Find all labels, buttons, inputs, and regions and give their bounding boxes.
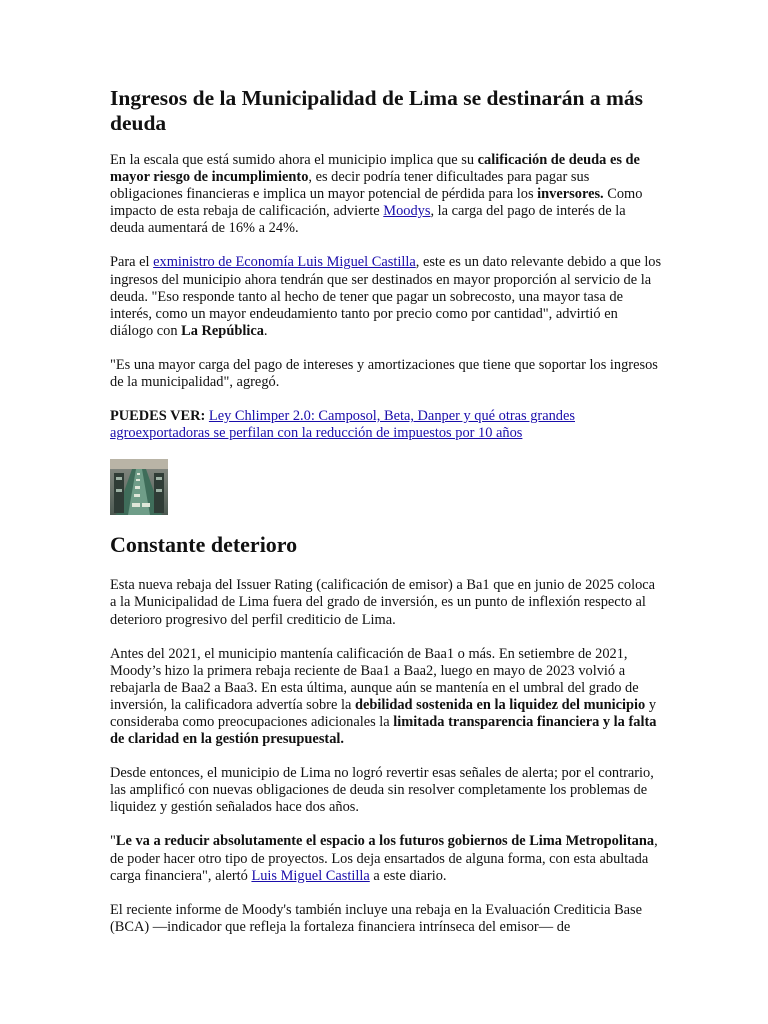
paragraph-6: Desde entonces, el municipio de Lima no logró revertir esas señales de alerta; por el contrario, las amplificó con nuevas obligaciones de deuda sin resolver completamente los problemas de liquidez y gestión señalados hace dos años. (110, 765, 654, 816)
bold-text: Le va a reducir absolutamente el espacio a los futuros gobiernos de Lima Metropolitana (115, 833, 655, 850)
bold-text: debilidad sostenida en la liquidez del municipio (354, 696, 646, 713)
text: , de poder hacer otro tipo de proyectos. Los deja ensartados de alguna forma, con esta abultada carga financiera", alertó (110, 833, 658, 884)
factory-conveyor-photo-icon[interactable] (110, 459, 168, 515)
paragraph-7 (110, 833, 662, 884)
text: " (110, 833, 116, 850)
castilla-link[interactable]: Luis Miguel Castilla (251, 867, 370, 884)
text: Como impacto de esta rebaja de calificación, advierte (110, 186, 643, 220)
text: En la escala que está sumido ahora el municipio implica que su (110, 152, 478, 168)
exministro-link[interactable]: exministro de Economía Luis Miguel Castilla (153, 254, 416, 271)
bold-text: calificación de deuda es de mayor riesgo de incumplimiento (110, 152, 640, 186)
text: , la carga del pago de interés de la deuda aumentará de 16% a 24%. (110, 203, 626, 237)
paragraph-5 (110, 646, 662, 749)
section-heading: Constante deterioro (110, 532, 298, 558)
puedes-ver-label: PUEDES VER: (110, 408, 206, 425)
bold-text: limitada transparencia financiera y la falta de claridad en la gestión presupuestal. (110, 713, 657, 748)
paragraph-3: "Es una mayor carga del pago de intereses y amortizaciones que tiene que soportar los ingresos de la municipalidad", agregó. (110, 356, 658, 391)
moodys-link[interactable]: Moodys (383, 203, 431, 220)
text: Para el (110, 254, 154, 271)
paragraph-4: Esta nueva rebaja del Issuer Rating (calificación de emisor) a Ba1 que en junio de 2025 coloca a la Municipalidad de Lima fuera del grado de inversión, es un punto de inflexión respecto al deterioro progresivo del perfil crediticio de Lima. (110, 577, 656, 628)
text: , este es un dato relevante debido a que los ingresos del municipio ahora tendrán que ser destinados en mayor proporción al servicio de la deuda. "Eso responde tanto al hecho de tener que pagar un sobrecosto, una mayor tasa de interés, como un mayor endeudamiento tanto por precio como por cantidad", advirtió en diálogo con (110, 254, 662, 339)
bold-text: La República (181, 322, 264, 339)
text: Antes del 2021, el municipio mantenía calificación de Baa1 o más. En setiembre de 2021, Moody’s hizo la primera rebaja reciente de Baa1 a Baa2, luego en mayo de 2023 volvió a rebajarla de Baa2 a Baa3. En esta última, aunque aún se mantenía en el umbral del grado de inversión, la calificadora advertía sobre la (110, 645, 639, 713)
puedes-ver-link[interactable]: Ley Chlimper 2.0: Camposol, Beta, Danper y qué otras grandes agroexportadoras se perfilan con la reducción de impuestos por 10 años (110, 408, 575, 442)
bold-text: inversores. (537, 186, 604, 203)
text: . (263, 322, 268, 339)
article-title: Ingresos de la Municipalidad de Lima se destinarán a más deuda (110, 86, 643, 135)
puedes-ver-paragraph (110, 408, 662, 442)
text: a este diario. (369, 867, 447, 884)
text: y consideraba como preocupaciones adicionales la (110, 696, 657, 730)
paragraph-8: El reciente informe de Moody's también incluye una rebaja en la Evaluación Crediticia Base (BCA) —indicador que refleja la fortaleza financiera intrínseca del emisor— de (110, 901, 643, 935)
text: , es decir podría tener dificultades para pagar sus obligaciones financieras e implica un mayor potencial de pérdida para los (110, 169, 590, 203)
paragraph-2 (110, 254, 662, 339)
paragraph-1 (110, 152, 662, 237)
article-body (110, 86, 662, 953)
